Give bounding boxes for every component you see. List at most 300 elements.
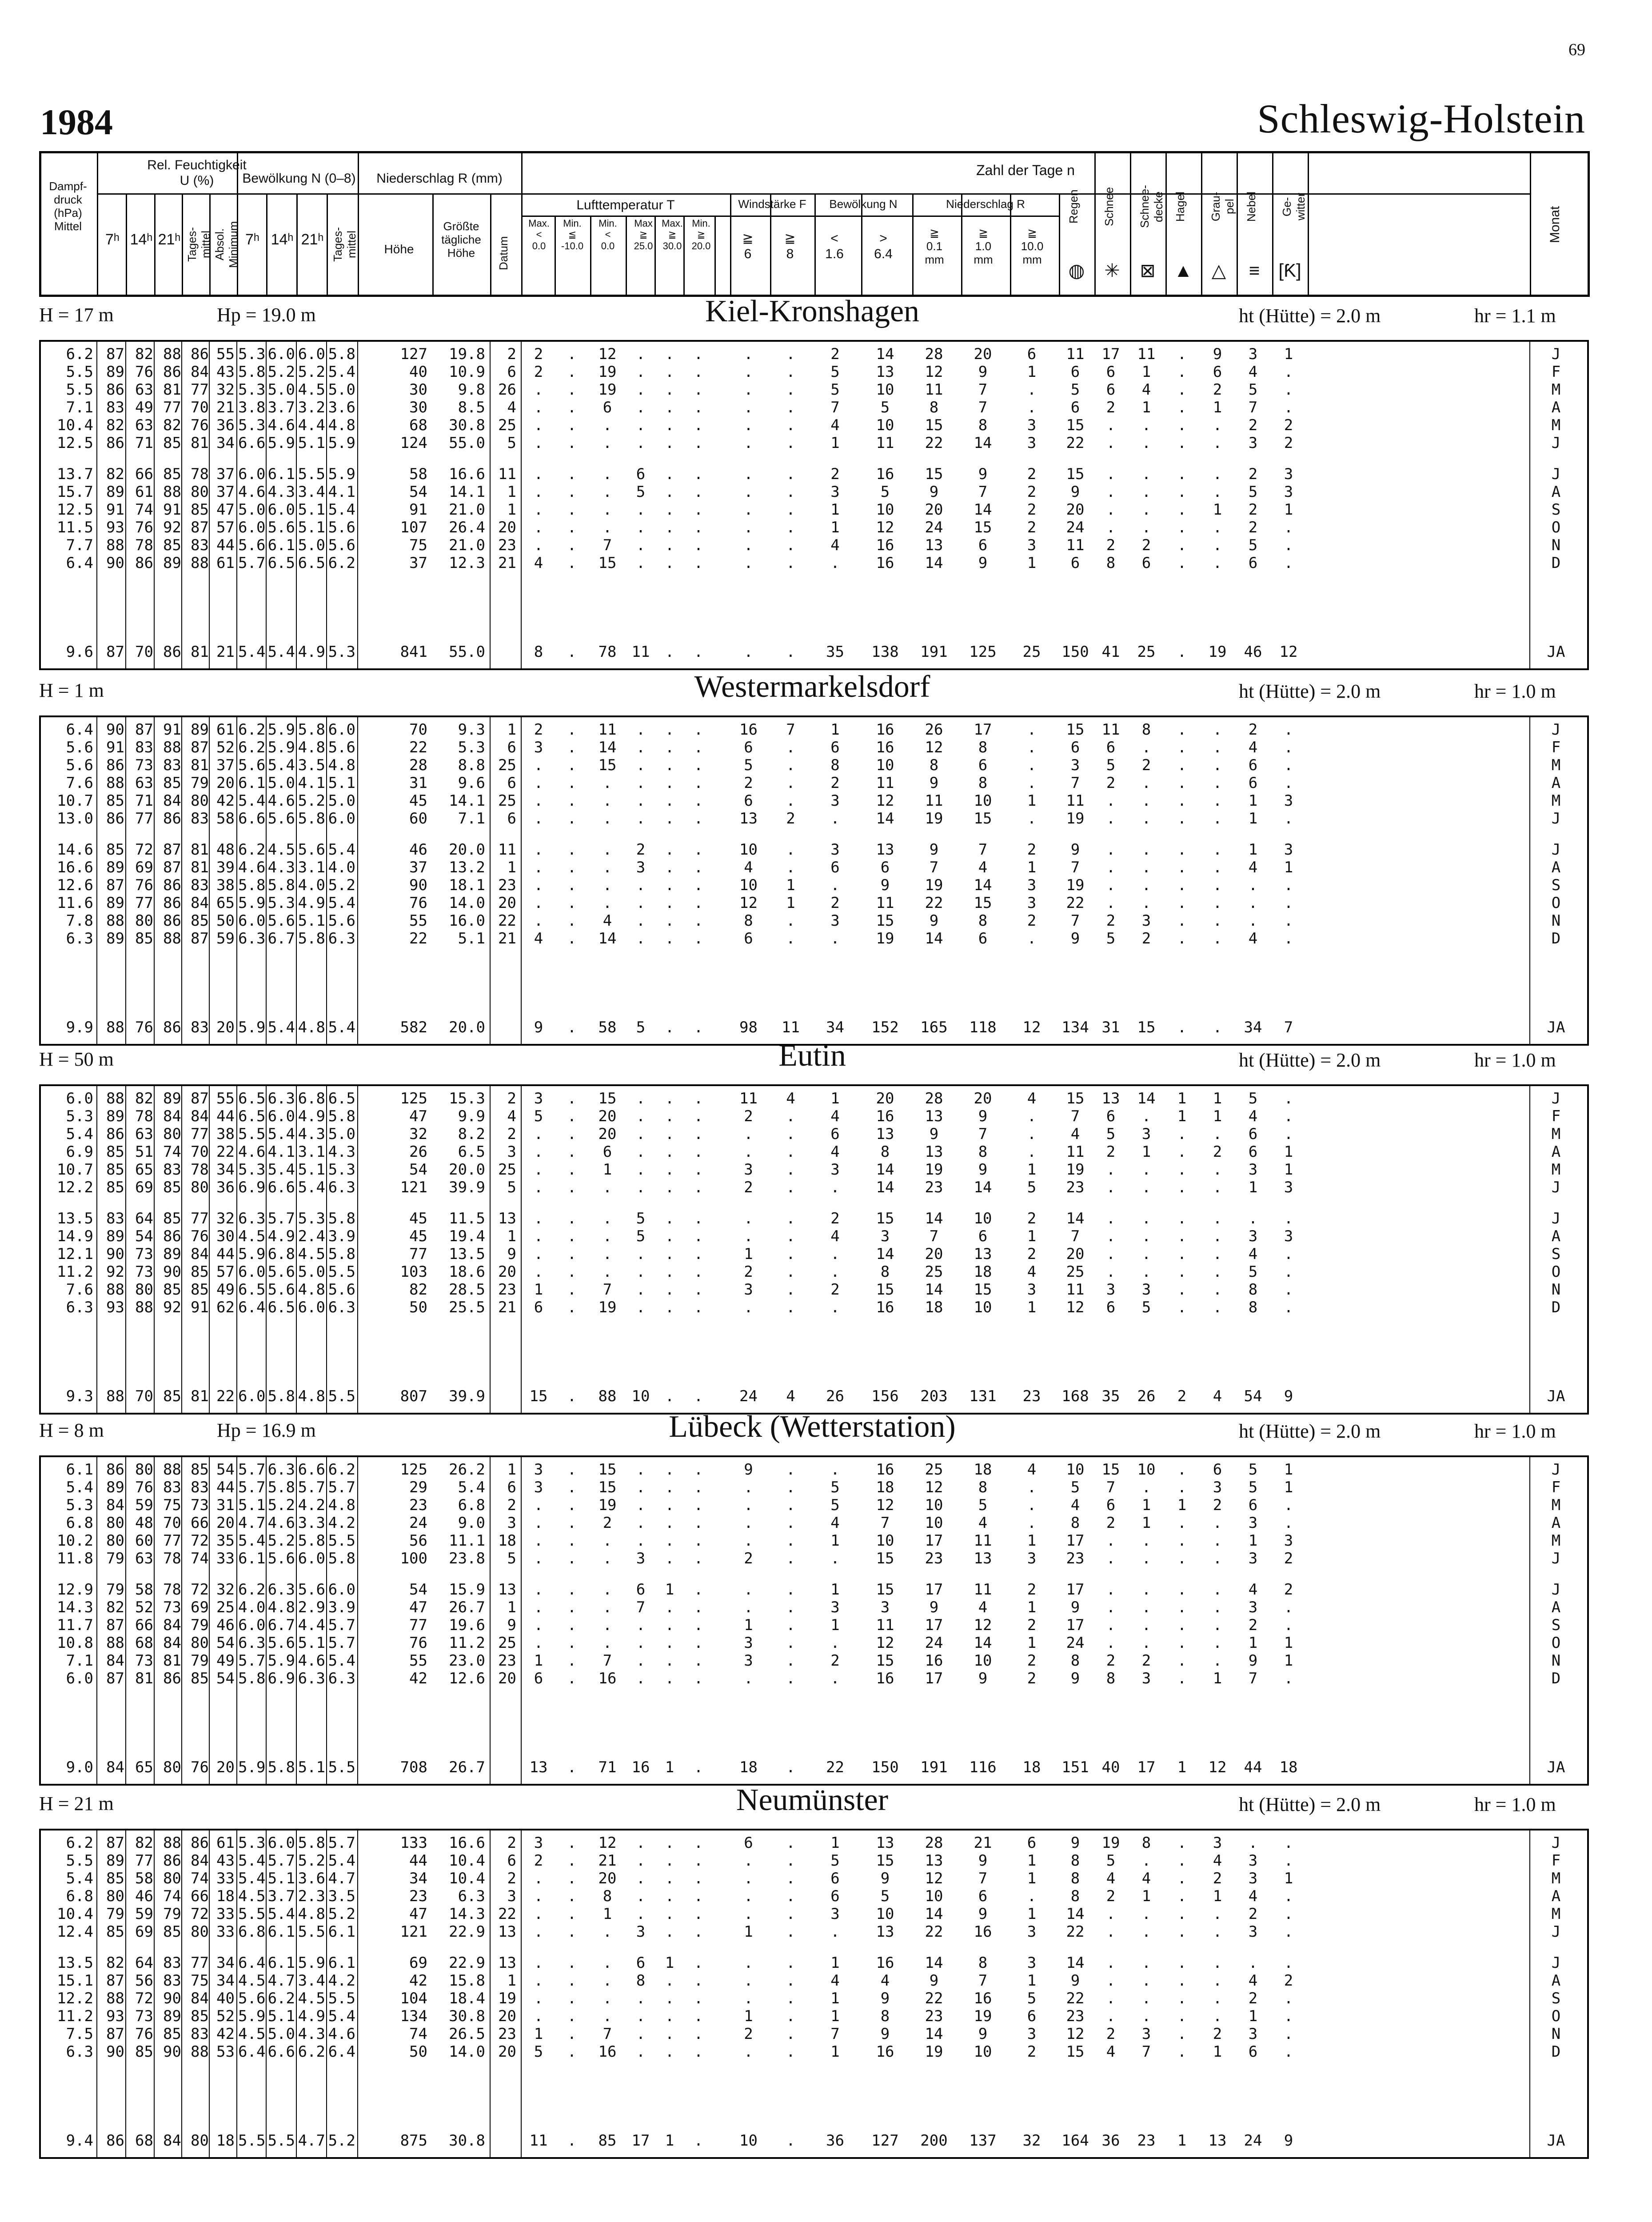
table-cell: .	[636, 1143, 646, 1161]
table-cell: 12	[876, 792, 894, 810]
table-cell: 2	[1248, 1616, 1258, 1634]
table-cell: 5.0	[328, 381, 355, 399]
table-cell: 15	[876, 1852, 894, 1870]
table-cell: 69	[135, 1179, 153, 1196]
table-cell: .	[1177, 739, 1187, 756]
table-cell: S	[1551, 501, 1561, 519]
table-cell: 5.2	[267, 1532, 295, 1550]
table-cell: 17	[925, 1616, 943, 1634]
table-cell: .	[1141, 1581, 1151, 1599]
table-cell: .	[744, 1670, 753, 1687]
table-cell: 80	[106, 1514, 124, 1532]
table-cell: .	[1213, 859, 1222, 876]
table-cell: 4	[786, 1090, 795, 1107]
table-cell: .	[636, 1090, 646, 1107]
table-cell: .	[665, 739, 674, 756]
table-cell: .	[665, 1616, 674, 1634]
table-cell: .	[1027, 1125, 1037, 1143]
table-cell: 22	[409, 739, 427, 756]
table-cell: 86	[106, 810, 124, 827]
table-cell: 85	[106, 792, 124, 810]
table-cell: .	[1284, 554, 1293, 572]
table-cell: 2	[1141, 756, 1151, 774]
table-cell: 20	[598, 1870, 617, 1887]
table-cell: 107	[400, 519, 427, 536]
table-cell: A	[1551, 1514, 1561, 1532]
table-cell: 34	[216, 434, 235, 452]
table-cell: 6	[978, 930, 988, 947]
table-cell: 7.6	[66, 774, 93, 792]
table-cell: 1	[1027, 363, 1037, 381]
table-cell: 74	[191, 1870, 209, 1887]
table-cell: .	[1141, 876, 1151, 894]
table-cell: 1	[1248, 792, 1258, 810]
table-cell: 89	[106, 930, 124, 947]
table-cell: .	[1177, 345, 1187, 363]
table-cell: .	[1141, 859, 1151, 876]
table-cell: M	[1551, 756, 1561, 774]
table-cell: 30	[409, 381, 427, 399]
table-cell: 4.5	[298, 381, 325, 399]
table-cell: 42	[409, 1670, 427, 1687]
summary-cell: 84	[106, 1758, 124, 1776]
table-cell: .	[665, 1179, 674, 1196]
table-cell: 5.1	[298, 519, 325, 536]
table-cell: 1	[1284, 1161, 1293, 1179]
table-cell: 76	[191, 1227, 209, 1245]
table-cell: .	[567, 894, 577, 912]
table-cell: 6.2	[238, 1581, 266, 1599]
table-cell: 10.8	[57, 1634, 93, 1652]
table-cell: .	[534, 519, 543, 536]
table-cell: .	[665, 2007, 674, 2025]
table-cell: .	[567, 1514, 577, 1532]
table-cell: 9	[507, 1245, 516, 1263]
table-cell: 3	[744, 1634, 753, 1652]
table-cell: 2	[744, 1107, 753, 1125]
table-cell: 6.3	[66, 1299, 93, 1316]
table-cell: 85	[106, 1923, 124, 1941]
table-row	[41, 1126, 1587, 1142]
table-cell: 5.1	[458, 930, 485, 947]
table-cell: .	[694, 930, 703, 947]
table-cell: J	[1551, 1179, 1561, 1196]
table-cell: .	[534, 894, 543, 912]
table-cell: 4.6	[328, 2025, 355, 2043]
table-cell: .	[603, 810, 612, 827]
table-cell: .	[694, 416, 703, 434]
table-cell: 7	[603, 1652, 612, 1670]
header-symbol-icon: ⊠	[1140, 260, 1156, 281]
table-row	[41, 1670, 1587, 1686]
table-cell: .	[744, 1905, 753, 1923]
table-row	[41, 1635, 1587, 1651]
table-cell: 16	[876, 465, 894, 483]
table-cell: F	[1551, 739, 1561, 756]
table-cell: 6.8	[298, 1090, 325, 1107]
table-cell: F	[1551, 363, 1561, 381]
table-cell: .	[534, 756, 543, 774]
table-cell: 23	[1066, 1550, 1085, 1567]
summary-cell: 88	[106, 1019, 124, 1036]
table-cell: 19.6	[449, 1616, 485, 1634]
table-cell: 66	[135, 465, 153, 483]
table-cell: 90	[163, 1263, 181, 1281]
table-cell: 1	[830, 2043, 840, 2061]
table-cell: 21	[498, 1299, 516, 1316]
table-cell: 5	[1248, 381, 1258, 399]
table-cell: 20	[498, 1263, 516, 1281]
table-cell: .	[636, 2043, 646, 2061]
table-cell: .	[665, 912, 674, 930]
table-cell: 6.5	[267, 1299, 295, 1316]
summary-cell: 165	[920, 1019, 948, 1036]
table-cell: 5.4	[66, 1479, 93, 1496]
table-cell: .	[1284, 721, 1293, 739]
table-cell: .	[1027, 1479, 1037, 1496]
header-rule	[209, 193, 211, 295]
summary-cell: 5.5	[328, 1758, 355, 1776]
station-header	[39, 294, 1585, 331]
table-cell: .	[786, 1550, 795, 1567]
table-cell: 5.5	[298, 465, 325, 483]
table-cell: 14	[876, 1245, 894, 1263]
table-cell: 7.5	[66, 2025, 93, 2043]
table-cell: .	[665, 1532, 674, 1550]
summary-cell: 12	[1022, 1019, 1041, 1036]
table-cell: 19	[598, 381, 617, 399]
table-row	[41, 722, 1587, 738]
table-cell: 5.7	[267, 1852, 295, 1870]
table-cell: 77	[191, 1125, 209, 1143]
table-cell: 55	[409, 912, 427, 930]
table-cell: J	[1551, 1090, 1561, 1107]
table-cell: 76	[135, 363, 153, 381]
table-cell: 11	[498, 841, 516, 859]
table-cell: M	[1551, 416, 1561, 434]
table-cell: .	[786, 1972, 795, 1990]
table-cell: 89	[163, 2007, 181, 2025]
table-cell: 11	[598, 721, 617, 739]
table-cell: .	[694, 1281, 703, 1299]
table-cell: .	[1141, 1550, 1151, 1567]
table-cell: 10	[876, 381, 894, 399]
table-cell: .	[567, 1834, 577, 1852]
summary-cell: 8	[534, 643, 543, 661]
table-cell: 64	[135, 1954, 153, 1972]
table-cell: .	[665, 1887, 674, 1905]
table-cell: .	[1213, 483, 1222, 501]
summary-cell: 88	[106, 1387, 124, 1405]
table-cell: 84	[191, 363, 209, 381]
table-cell: 3.4	[298, 483, 325, 501]
table-cell: 16.6	[449, 465, 485, 483]
table-cell: .	[786, 2043, 795, 2061]
table-cell: 5.7	[238, 1461, 266, 1479]
table-cell: 10.4	[57, 1905, 93, 1923]
table-cell: 5.6	[66, 739, 93, 756]
table-cell: 17	[1101, 345, 1120, 363]
table-cell: .	[534, 1143, 543, 1161]
table-cell: 20	[925, 501, 943, 519]
table-cell: 20	[498, 2007, 516, 2025]
table-cell: 84	[106, 1652, 124, 1670]
table-cell: 7.7	[66, 536, 93, 554]
table-cell: 6	[1027, 2007, 1037, 2025]
table-cell: .	[786, 1652, 795, 1670]
table-cell: 9	[1070, 1972, 1080, 1990]
header-b7: 7ʰ	[245, 231, 259, 248]
table-cell: .	[786, 501, 795, 519]
table-cell: 2	[1027, 1245, 1037, 1263]
table-cell: 83	[163, 756, 181, 774]
table-cell: .	[830, 876, 840, 894]
table-cell: 90	[106, 554, 124, 572]
table-cell: 76	[191, 416, 209, 434]
table-cell: 42	[216, 792, 235, 810]
table-cell: 16.6	[449, 1834, 485, 1852]
summary-cell: 131	[969, 1387, 997, 1405]
table-cell: .	[603, 894, 612, 912]
table-cell: 4	[1248, 1972, 1258, 1990]
table-cell: .	[567, 1581, 577, 1599]
table-cell: D	[1551, 930, 1561, 947]
table-cell: 20.0	[449, 1161, 485, 1179]
table-cell: 82	[106, 1954, 124, 1972]
station-header	[39, 1039, 1585, 1075]
table-cell: .	[636, 1514, 646, 1532]
table-cell: 91	[163, 501, 181, 519]
summary-cell: 34	[1244, 1019, 1262, 1036]
table-cell: 5.7	[267, 1210, 295, 1227]
header-vcol-4: Grau- pel	[1209, 192, 1236, 222]
table-cell: 86	[191, 1834, 209, 1852]
table-cell: 73	[135, 756, 153, 774]
table-cell: 91	[163, 721, 181, 739]
table-cell: 4.6	[267, 1514, 295, 1532]
table-cell: 58	[216, 810, 235, 827]
table-cell: .	[665, 554, 674, 572]
table-cell: 5	[636, 483, 646, 501]
table-cell: .	[1213, 1263, 1222, 1281]
table-cell: 14	[974, 876, 992, 894]
station-name: Westermarkelsdorf	[694, 670, 930, 704]
table-cell: 21.0	[449, 501, 485, 519]
table-cell: .	[665, 810, 674, 827]
table-cell: .	[636, 434, 646, 452]
table-cell: 3	[1213, 1834, 1222, 1852]
table-cell: .	[1284, 399, 1293, 416]
table-cell: 23	[409, 1496, 427, 1514]
table-cell: 3	[534, 1479, 543, 1496]
table-cell: .	[1141, 1990, 1151, 2007]
table-cell: 45	[409, 1210, 427, 1227]
table-cell: 34	[409, 1870, 427, 1887]
table-cell: 3	[1248, 1599, 1258, 1616]
summary-cell: 5.8	[267, 1387, 295, 1405]
table-cell: 19.4	[449, 1227, 485, 1245]
table-cell: 2	[1248, 1905, 1258, 1923]
table-cell: .	[636, 501, 646, 519]
table-cell: .	[603, 2007, 612, 2025]
table-cell: 23	[925, 1550, 943, 1567]
table-cell: 2	[1106, 536, 1116, 554]
table-cell: 1	[1248, 1634, 1258, 1652]
summary-cell: 156	[871, 1387, 899, 1405]
table-row	[41, 2026, 1587, 2042]
table-cell: .	[744, 1210, 753, 1227]
table-cell: .	[567, 841, 577, 859]
table-cell: 9	[929, 1125, 939, 1143]
table-cell: 13.5	[449, 1245, 485, 1263]
table-cell: 3	[830, 1905, 840, 1923]
table-cell: 5.4	[328, 894, 355, 912]
summary-cell: 9	[1284, 1387, 1293, 1405]
table-cell: .	[1284, 810, 1293, 827]
table-cell: 13	[974, 1245, 992, 1263]
table-cell: .	[786, 912, 795, 930]
table-cell: .	[1106, 465, 1116, 483]
table-cell: N	[1551, 536, 1561, 554]
table-cell: 16	[974, 1990, 992, 2007]
table-cell: 2	[1027, 519, 1037, 536]
table-cell: .	[694, 841, 703, 859]
table-cell: 11.1	[449, 1532, 485, 1550]
table-cell: 11	[925, 792, 943, 810]
table-cell: 8.2	[458, 1125, 485, 1143]
table-cell: 50	[216, 912, 235, 930]
table-cell: 61	[135, 483, 153, 501]
table-cell: 18	[876, 1479, 894, 1496]
table-cell: 9.0	[458, 1514, 485, 1532]
table-cell: .	[1213, 1581, 1222, 1599]
table-cell: 3	[1027, 536, 1037, 554]
table-cell: 83	[135, 739, 153, 756]
table-cell: 5.9	[238, 1245, 266, 1263]
table-cell: 73	[135, 1245, 153, 1263]
header-rel-feuchte: Rel. Feuchtigkeit U (%)	[147, 158, 247, 188]
station-name: Eutin	[778, 1039, 846, 1073]
table-cell: 5.8	[298, 1532, 325, 1550]
table-cell: 5	[880, 483, 890, 501]
table-cell: 6.0	[238, 465, 266, 483]
table-cell: 40	[216, 1990, 235, 2007]
table-cell: .	[694, 1210, 703, 1227]
table-cell: 2.9	[298, 1599, 325, 1616]
table-cell: 5	[1027, 1990, 1037, 2007]
table-cell: 11.6	[57, 894, 93, 912]
table-cell: 15	[598, 1090, 617, 1107]
table-cell: .	[636, 774, 646, 792]
table-cell: 6	[1141, 554, 1151, 572]
table-cell: .	[567, 381, 577, 399]
table-cell: 5	[1027, 1179, 1037, 1196]
table-cell: .	[1106, 810, 1116, 827]
summary-cell: 71	[598, 1758, 617, 1776]
header-symbol-icon: ◍	[1068, 260, 1085, 281]
table-cell: 85	[191, 1670, 209, 1687]
table-cell: 90	[106, 1245, 124, 1263]
table-cell: 50	[409, 2043, 427, 2061]
table-cell: 6.4	[66, 721, 93, 739]
table-cell: .	[786, 1125, 795, 1143]
table-cell: 5.0	[298, 536, 325, 554]
table-cell: 15	[598, 1461, 617, 1479]
table-cell: 1	[1027, 1852, 1037, 1870]
header-rule	[296, 193, 298, 295]
table-cell: .	[603, 465, 612, 483]
table-cell: 11	[1066, 345, 1085, 363]
table-cell: 1	[744, 2007, 753, 2025]
table-cell: A	[1551, 1599, 1561, 1616]
table-cell: 72	[135, 841, 153, 859]
table-cell: 3	[1213, 1479, 1222, 1496]
table-cell: .	[694, 912, 703, 930]
table-cell: .	[1213, 894, 1222, 912]
table-cell: F	[1551, 1852, 1561, 1870]
table-cell: 5.3	[66, 1107, 93, 1125]
table-cell: 82	[163, 416, 181, 434]
table-cell: 1	[1177, 1496, 1187, 1514]
table-cell: .	[636, 1245, 646, 1263]
table-cell: 15.3	[449, 1090, 485, 1107]
table-cell: 6	[1070, 399, 1080, 416]
table-cell: 8	[1106, 1670, 1116, 1687]
table-cell: .	[534, 774, 543, 792]
summary-cell	[490, 1388, 516, 1404]
table-cell: 3	[830, 792, 840, 810]
table-cell: .	[786, 416, 795, 434]
table-cell: .	[830, 1550, 840, 1567]
table-cell: 43	[216, 1852, 235, 1870]
summary-cell: 31	[1101, 1019, 1120, 1036]
summary-cell: 5.2	[328, 2132, 355, 2150]
table-cell: 5.6	[298, 1581, 325, 1599]
table-cell: 3	[1284, 483, 1293, 501]
table-cell: 85	[135, 930, 153, 947]
table-cell: .	[665, 363, 674, 381]
table-cell: 80	[106, 1532, 124, 1550]
table-cell: 13	[876, 1125, 894, 1143]
table-cell: J	[1551, 1923, 1561, 1941]
table-cell: 16	[876, 1670, 894, 1687]
table-cell: .	[665, 2025, 674, 2043]
table-cell: 23	[498, 876, 516, 894]
table-cell: 87	[106, 1834, 124, 1852]
table-cell: 6.0	[267, 1834, 295, 1852]
summary-cell: 46	[1244, 643, 1262, 661]
table-cell: 2.3	[298, 1887, 325, 1905]
table-cell: 15.8	[449, 1972, 485, 1990]
table-cell: 6.6	[298, 1461, 325, 1479]
table-cell: 2	[1248, 501, 1258, 519]
table-cell: 47	[216, 501, 235, 519]
table-cell: .	[1141, 792, 1151, 810]
summary-cell: 200	[920, 2132, 948, 2150]
table-cell: 13	[876, 1834, 894, 1852]
table-cell: 55	[409, 1652, 427, 1670]
table-row	[41, 364, 1587, 380]
table-cell: 3	[830, 483, 840, 501]
table-cell: 5.8	[267, 1479, 295, 1496]
table-cell: 1	[830, 1090, 840, 1107]
table-cell: 12	[974, 1616, 992, 1634]
table-cell: 6.3	[458, 1887, 485, 1905]
table-cell: .	[636, 1990, 646, 2007]
table-cell: 9	[1070, 1834, 1080, 1852]
table-row	[41, 1282, 1587, 1298]
table-cell: 11.7	[57, 1616, 93, 1634]
